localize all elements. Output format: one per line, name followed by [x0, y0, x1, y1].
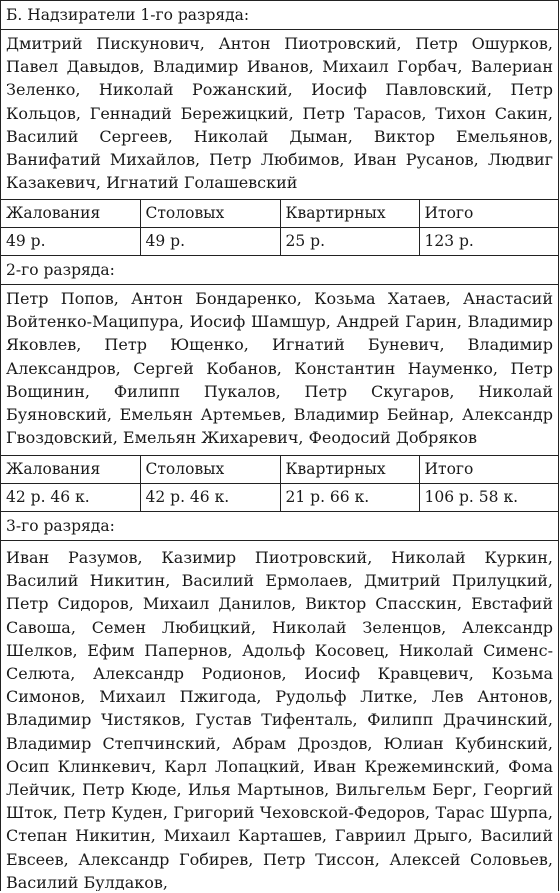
pay-header-housing: Квартирных	[280, 456, 419, 484]
pay-header-meals: Столовых	[140, 456, 280, 484]
pay-value-meals: 49 р.	[140, 228, 280, 256]
pay-header-total: Итого	[419, 456, 558, 484]
pay-value-total: 123 р.	[419, 228, 558, 256]
pay-header-meals: Столовых	[140, 200, 280, 228]
pay-value-housing: 21 р. 66 к.	[280, 484, 419, 512]
section-heading-rank-1: Б. Надзиратели 1-го разряда:	[1, 1, 558, 30]
pay-value-salary: 42 р. 46 к.	[1, 484, 140, 512]
pay-value-salary: 49 р.	[1, 228, 140, 256]
pay-table-rank-1	[1, 200, 558, 256]
pay-table-rank-2	[1, 456, 558, 512]
names-list-rank-3: Иван Разумов, Казимир Пиотровский, Николай Куркин, Василий Никитин, Василий Ермолаев, Дмитрий Прилуцкий, Петр Сидоров, Михаил Данилов, Виктор Спасскин, Евстафий Савоша, Семен Любицкий, Николай Зеленцов, Александр Шелков, Ефим Папернов, Адольф Косовец, Николай Сименс-Селюта, Александр Родионов, Иосиф Кравцевич, Козьма Симонов, Михаил Пжигода, Рудольф Литке, Лев Антонов, Владимир Чистяков, Густав Тифенталь, Филипп Драчинский, Владимир Степчинский, Абрам Дроздов, Юлиан Кубинский, Осип Клинкевич, Карл Лопацкий, Иван Крежеминский, Фома Лейчик, Петр Кюде, Илья Мартынов, Вильгельм Берг, Георгий Шток, Петр Куден, Григорий Чеховской-Федоров, Тарас Шурпа, Степан Никитин, Михаил Карташев, Гавриил Дрыго, Василий Евсеев, Александр Гобирев, Петр Тиссон, Алексей Соловьев, Василий Булдаков,	[6, 548, 553, 891]
pay-value-total: 106 р. 58 к.	[419, 484, 558, 512]
pay-header-salary: Жалования	[1, 200, 140, 228]
pay-header-row	[1, 200, 558, 228]
names-list-rank-2: Петр Попов, Антон Бондаренко, Козьма Хатаев, Анастасий Войтенко-Маципура, Иосиф Шамшур, Андрей Гарин, Владимир Яковлев, Петр Ющенко, Игнатий Буневич, Владимир Александров, Сергей Кобанов, Константин Науменко, Петр Вощинин, Филипп Пукалов, Петр Скугаров, Николай Буяновский, Емельян Артемьев, Владимир Бейнар, Александр Гвоздовский, Емельян Жихаревич, Феодосий Добряков	[1, 285, 558, 456]
pay-value-row	[1, 484, 558, 512]
pay-value-row	[1, 228, 558, 256]
pay-value-meals: 42 р. 46 к.	[140, 484, 280, 512]
names-list-rank-1: Дмитрий Пискунович, Антон Пиотровский, Петр Ошурков, Павел Давыдов, Владимир Иванов, Михаил Горбач, Валериан Зеленко, Николай Рожанский, Иосиф Павловский, Петр Кольцов, Геннадий Бережицкий, Петр Тарасов, Тихон Сакин, Василий Сергеев, Николай Дыман, Виктор Емельянов, Ванифатий Михайлов, Петр Любимов, Иван Русанов, Людвиг Казакевич, Игнатий Голашевский	[1, 30, 558, 200]
pay-header-total: Итого	[419, 200, 558, 228]
pay-header-housing: Квартирных	[280, 200, 419, 228]
section-heading-rank-3: 3-го разряда:	[1, 512, 558, 541]
pay-header-salary: Жалования	[1, 456, 140, 484]
section-heading-rank-2: 2-го разряда:	[1, 256, 558, 285]
pay-header-row	[1, 456, 558, 484]
pay-value-housing: 25 р.	[280, 228, 419, 256]
